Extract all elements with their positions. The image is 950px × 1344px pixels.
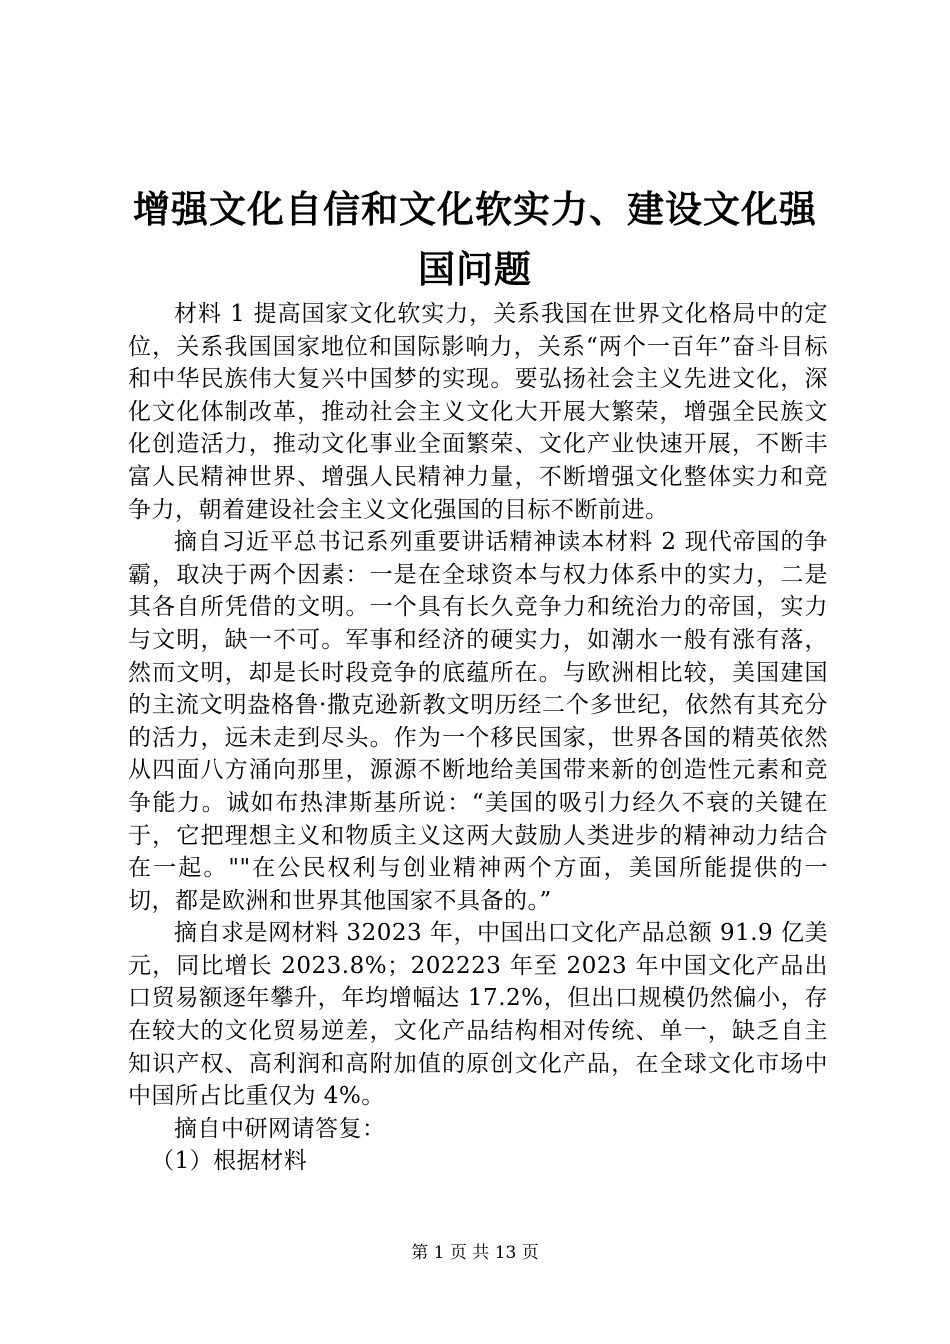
paragraph-material-1: 材料 1 提高国家文化软实力，关系我国在世界文化格局中的定位，关系我国国家地位和国际影响力，关系“两个一百年”奋斗目标和中华民族伟大复兴中国梦的实现。要弘扬社会主义先进文化，深化文化体制改革，推动社会主义文化大开展大繁荣，增强全民族文化创造活力，推动文化事业全面繁荣、文化产业快速开展，不断丰富人民精神世界、增强人民精神力量，不断增强文化整体实力和竞争力，朝着建设社会主义文化强国的目标不断前进。: [128, 301, 828, 523]
document-body: [128, 298, 828, 1178]
paragraph-material-2: 摘自习近平总书记系列重要讲话精神读本材料 2 现代帝国的争霸，取决于两个因素：一是在全球资本与权力体系中的实力，二是其各自所凭借的文明。一个具有长久竞争力和统治力的帝国，实力与文明，缺一不可。军事和经济的硬实力，如潮水一般有涨有落，然而文明，却是长时段竞争的底蕴所在。与欧洲相比较，美国建国的主流文明盎格鲁·撒克逊新教文明历经二个多世纪，依然有其充分的活力，远未走到尽头。作为一个移民国家，世界各国的精英依然从四面八方涌向那里，源源不断地给美国带来新的创造性元素和竞争能力。诚如布热津斯基所说：“美国的吸引力经久不衰的关键在于，它把理想主义和物质主义这两大鼓励人类进步的精神动力结合在一起。""在公民权利与创业精神两个方面，美国所能提供的一切，都是欧洲和世界其他国家不具备的。”: [128, 529, 828, 914]
paragraph-question-1: （1）根据材料: [151, 1148, 308, 1175]
page-footer: 第 1 页 共 13 页: [411, 1243, 539, 1263]
paragraph-question-prompt: 摘自中研网请答复：: [174, 1115, 386, 1142]
paragraph-material-3: 摘自求是网材料 32023 年，中国出口文化产品总额 91.9 亿美元，同比增长 2023.8%；202223 年至 2023 年中国文化产品出口贸易额逐年攀升，年均增幅达 17.2%，但出口规模仍然偏小，存在较大的文化贸易逆差，文化产品结构相对传统、单一，缺乏自主知识产权、高利润和高附加值的原创文化产品，在全球文化市场中中国所占比重仅为 4%。: [128, 920, 828, 1110]
document-title: 增强文化自信和文化软实力、建设文化强国问题: [133, 188, 817, 291]
